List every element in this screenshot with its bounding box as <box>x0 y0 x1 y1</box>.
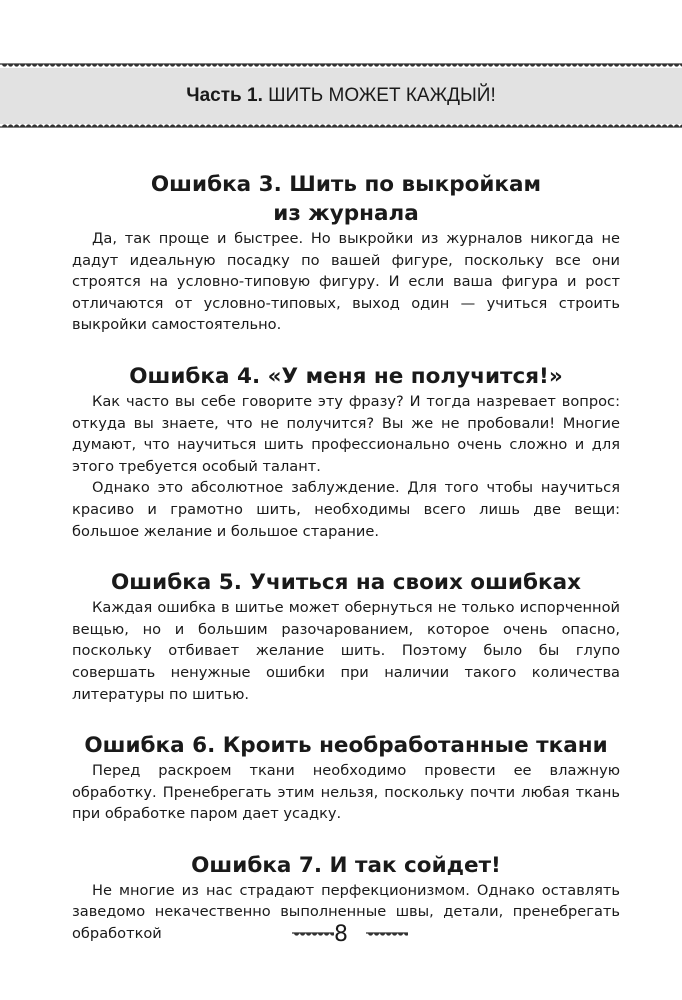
page-content <box>72 170 620 945</box>
section-heading-error-5: Ошибка 5. Учиться на своих ошибках <box>111 570 581 596</box>
section-heading-error-7: Ошибка 7. И так сойдет! <box>191 852 501 878</box>
heading-line-1: Ошибка 3. Шить по выкройкам <box>150 172 542 197</box>
section-heading-error-3 <box>72 170 620 228</box>
part-title: ШИТЬ МОЖЕТ КАЖДЫЙ! <box>268 85 496 106</box>
paragraph: Однако это абсолютное заблуждение. Для того чтобы научиться красиво и грамотно шить, необходимы всего лишь две вещи: большое желание и большое старание. <box>72 479 620 540</box>
stitch-border-top <box>0 62 682 70</box>
paragraph: Как часто вы себе говорите эту фразу? И тогда назревает вопрос: откуда вы знаете, что не получится? Вы же не пробовали! Многие думают, что научиться шить профессионально очень сложно и для этого требуется особый талант. <box>72 392 620 475</box>
stitch-border-bottom <box>0 121 682 129</box>
paragraph: Каждая ошибка в шитье может обернуться не только испорченной вещью, но и большим разочарованием, которое очень опасно, поскольку отбивает желание шить. Поэтому было бы глупо совершать ненужные ошибки при наличии такого количества литературы по шитью. <box>72 599 620 703</box>
stitch-ornament-right <box>366 931 408 939</box>
paragraph: Перед раскроем ткани необходимо провести ее влажную обработку. Пренебрегать этим нельзя, поскольку почти любая ткань при обработке паром дает усадку. <box>72 762 620 823</box>
page-number: 8 <box>334 922 348 947</box>
section-heading-error-4: Ошибка 4. «У меня не получится!» <box>129 363 563 389</box>
part-label: Часть 1. <box>186 85 263 106</box>
paragraph: Да, так проще и быстрее. Но выкройки из журналов никогда не дадут идеальную посадку по вашей фигуре, поскольку все они строятся на условно-типовую фигуру. И если ваша фигура и рост отличаются от условно-типовых, выход один — учиться строить выкройки самостоятельно. <box>72 230 620 334</box>
heading-line-2: из журнала <box>273 201 419 226</box>
page-footer <box>0 920 682 950</box>
running-header <box>0 84 682 108</box>
section-heading-error-6: Ошибка 6. Кроить необработанные ткани <box>84 733 608 759</box>
paragraph: Не многие из нас страдают перфекционизмом. Однако оставлять заведомо некачественно выполненные швы, детали, пренебрегать обработкой <box>72 881 620 943</box>
